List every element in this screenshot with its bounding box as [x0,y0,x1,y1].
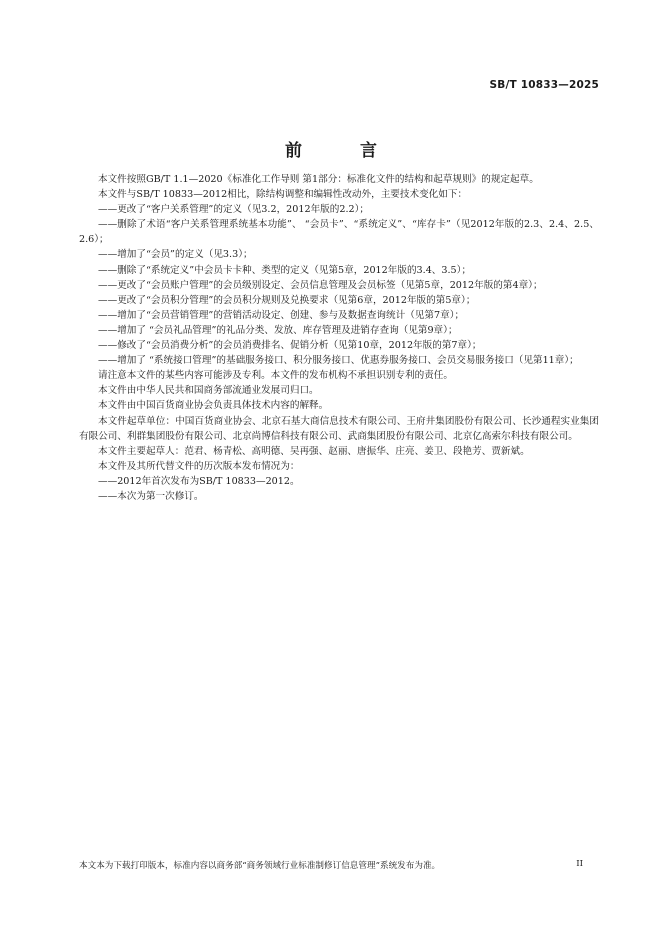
change-item: ——增加了“会员营销管理”的营销活动设定、创建、参与及数据查询统计（见第7章）； [98,309,465,321]
foreword-body [79,172,599,504]
paragraph: 本文件及其所代替文件的历次版本发布情况为： [98,460,300,472]
paragraph: 本文件起草单位：中国百货商业协会、北京石基大商信息技术有限公司、王府井集团股份有限公司、长沙通程实业集团有限公司、利群集团股份有限公司、北京尚博信科技有限公司、武商集团股份有限公司、北京亿高索尔科技有限公司。 [79,415,599,442]
paragraph: 本文件由中国百货商业协会负责具体技术内容的解释。 [98,400,329,412]
paragraph: 请注意本文件的某些内容可能涉及专利。本文件的发布机构不承担识别专利的责任。 [98,370,453,382]
change-item: ——修改了“会员消费分析”的会员消费排名、促销分析（见第10章，2012年版的第7章）； [98,340,482,352]
page-footer [79,859,583,871]
change-item: ——增加了 “系统接口管理”的基础服务接口、积分服务接口、优惠券服务接口、会员交易服务接口（见第11章）； [98,355,579,367]
change-item: ——更改了“客户关系管理”的定义（见3.2，2012年版的2.2）； [98,204,370,216]
version-item: ——本次为第一次修订。 [98,490,204,502]
paragraph: 本文件由中华人民共和国商务部流通业发展司归口。 [98,385,319,397]
page-number: II [576,859,583,869]
page-title: 前 言 [285,141,403,161]
change-item: ——增加了“会员”的定义（见3.3）； [98,249,253,261]
change-item: ——更改了“会员积分管理”的会员积分规则及兑换要求（见第6章，2012年版的第5章）； [98,294,476,306]
document-code: SB/T 10833—2025 [489,79,599,91]
change-item: ——更改了“会员账户管理”的会员级别设定、会员信息管理及会员标签（见第5章，2012年版的第4章）； [98,279,543,291]
change-item: ——增加了 “会员礼品管理”的礼品分类、发放、库存管理及进销存查询（见第9章）； [98,324,458,336]
change-item: ——删除了术语“客户关系管理系统基本功能”、 “会员卡”、“系统定义”、“库存卡”（见2012年版的2.3、2.4、2.5、2.6）； [79,219,599,246]
paragraph: 本文件与SB/T 10833—2012相比，除结构调整和编辑性改动外，主要技术变化如下： [98,189,468,201]
paragraph: 本文件主要起草人：范君、杨青松、高明德、吴再强、赵丽、唐振华、庄亮、姜卫、段艳芳、贾新斌。 [98,445,530,457]
change-item: ——删除了“系统定义”中会员卡卡种、类型的定义（见第5章，2012年版的3.4、3.5）； [98,264,472,276]
footer-note: 本文本为下载打印版本，标准内容以商务部“商务领域行业标准制修订信息管理”系统发布为准。 [79,861,441,871]
paragraph: 本文件按照GB/T 1.1—2020《标准化工作导则 第1部分：标准化文件的结构和起草规则》的规定起草。 [98,174,539,185]
version-item: ——2012年首次发布为SB/T 10833—2012。 [98,475,300,487]
